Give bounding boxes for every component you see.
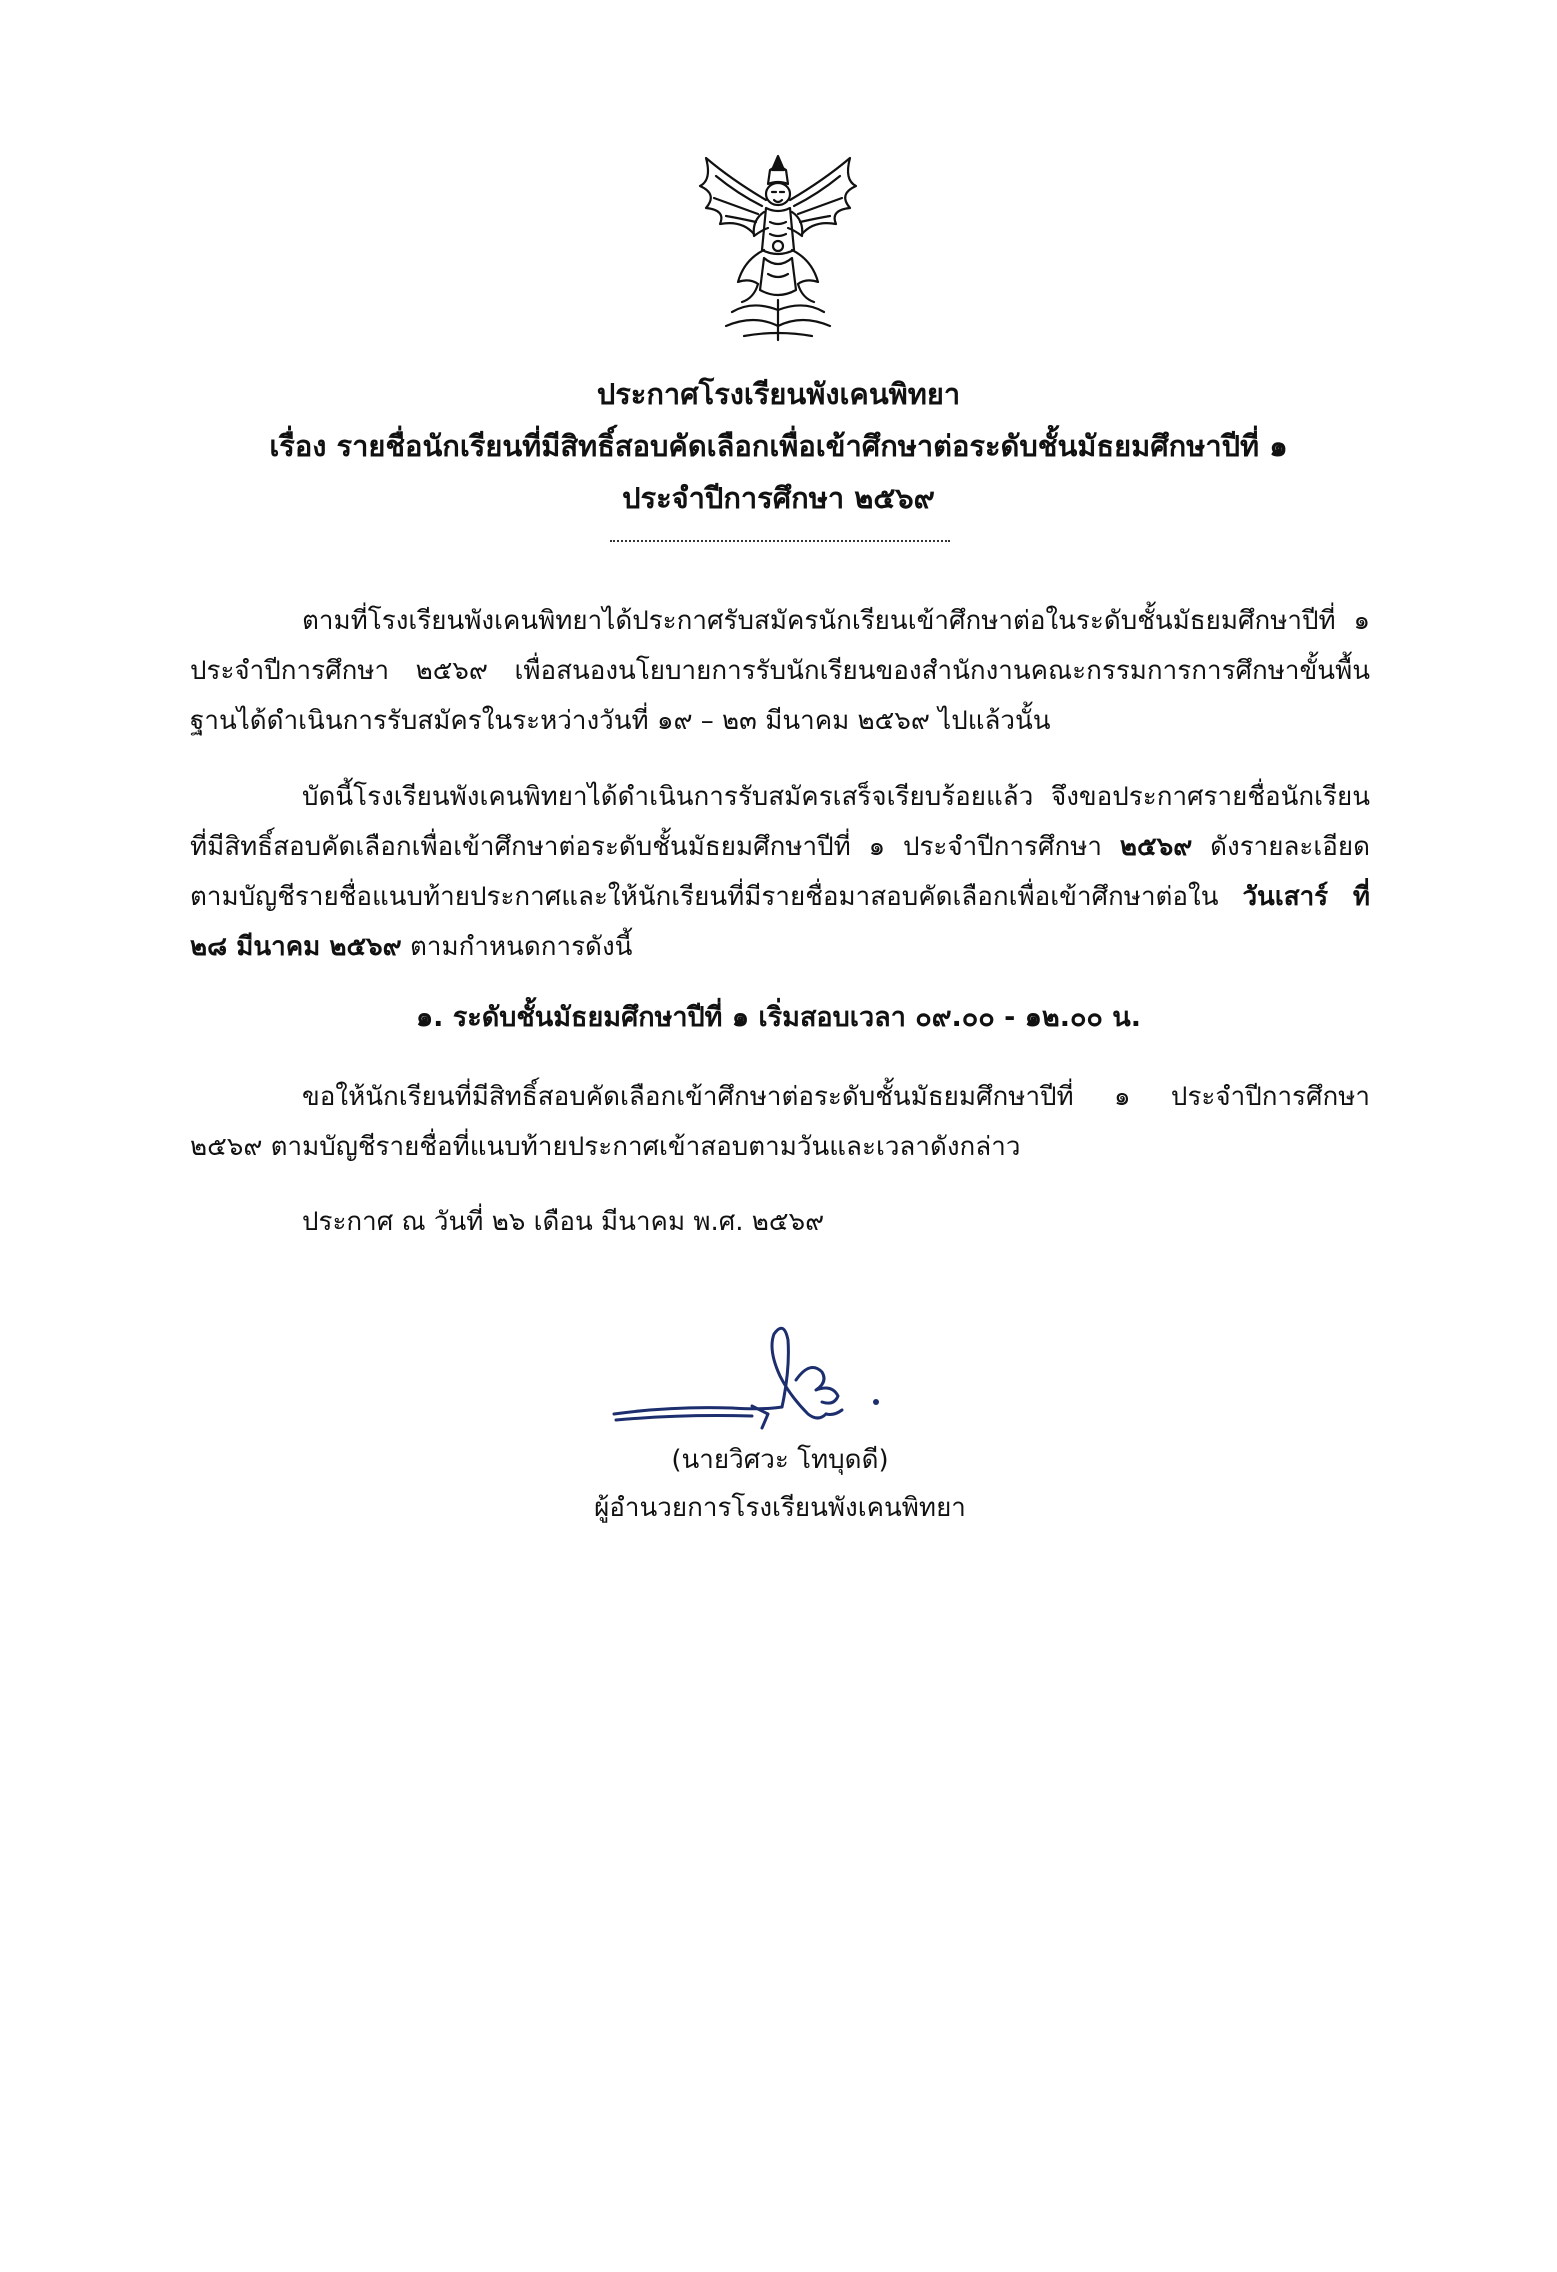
paragraph-3: ขอให้นักเรียนที่มีสิทธิ์สอบคัดเลือกเข้าศึกษาต่อระดับชั้นมัธยมศึกษาปีที่ ๑ ประจำปีการศึกษา ๒๕๖๙ ตามบัญชีรายชื่อที่แนบท้ายประกาศเข้าสอบตามวันและเวลาดังกล่าว bbox=[190, 1082, 1370, 1162]
signatory-name: (นายวิศวะ โทบุดดี) bbox=[671, 1445, 889, 1475]
paragraph-2-text-e: ตามกำหนดการดังนี้ bbox=[409, 932, 633, 962]
paragraph-2-text-a: บัดนี้โรงเรียนพังเคนพิทยาได้ดำเนินการรับสมัครเสร็จเรียบร้อยแล้ว จึงขอประกาศรายชื่อนักเรียนที่มีสิทธิ์สอบคัดเลือกเพื่อเข้าศึกษาต่อระดับชั้นมัธยมศึกษาปีที่ ๑ ประจำปีการศึกษา bbox=[190, 782, 1370, 862]
paragraph-1: ตามที่โรงเรียนพังเคนพิทยาได้ประกาศรับสมัครนักเรียนเข้าศึกษาต่อในระดับชั้นมัธยมศึกษาปีที่ ๑ ประจำปีการศึกษา ๒๕๖๙ เพื่อสนองนโยบายการรับนักเรียนของสำนักงานคณะกรรมการการศึกษาขั้นพื้นฐานได้ดำเนินการรับสมัครในระหว่างวันที่ ๑๙ – ๒๓ มีนาคม ๒๕๖๙ ไปแล้วนั้น bbox=[190, 606, 1370, 736]
garuda-emblem-icon bbox=[692, 150, 864, 345]
announcement-subject: เรื่อง รายชื่อนักเรียนที่มีสิทธิ์สอบคัดเลือกเพื่อเข้าศึกษาต่อระดับชั้นมัธยมศึกษาปีที่ ๑ bbox=[269, 429, 1288, 463]
announcement-year: ประจำปีการศึกษา ๒๕๖๙ bbox=[622, 481, 935, 515]
schedule-item-1: ๑. ระดับชั้นมัธยมศึกษาปีที่ ๑ เริ่มสอบเวลา ๐๙.๐๐ - ๑๒.๐๐ น. bbox=[415, 1002, 1142, 1033]
paragraph-2-year: ๒๕๖๙ bbox=[1119, 832, 1193, 862]
paragraph-2 bbox=[190, 772, 1370, 972]
paragraph-2-text-c: ดังรายละเอียดตามบัญชีรายชื่อแนบท้ายประกาศและให้นักเรียนที่มีรายชื่อมาสอบคัดเลือกเพื่อเข้าศึกษาต่อใน bbox=[190, 832, 1371, 912]
announcement-title: ประกาศโรงเรียนพังเคนพิทยา bbox=[596, 377, 961, 411]
handwritten-signature bbox=[612, 1310, 942, 1435]
exam-date: วันเสาร์ ที่ ๒๘ มีนาคม ๒๕๖๙ bbox=[190, 882, 1371, 962]
dotted-divider bbox=[610, 540, 950, 542]
announcement-date: ประกาศ ณ วันที่ ๒๖ เดือน มีนาคม พ.ศ. ๒๕๖๙ bbox=[302, 1207, 825, 1237]
signatory-position: ผู้อำนวยการโรงเรียนพังเคนพิทยา bbox=[594, 1493, 966, 1523]
